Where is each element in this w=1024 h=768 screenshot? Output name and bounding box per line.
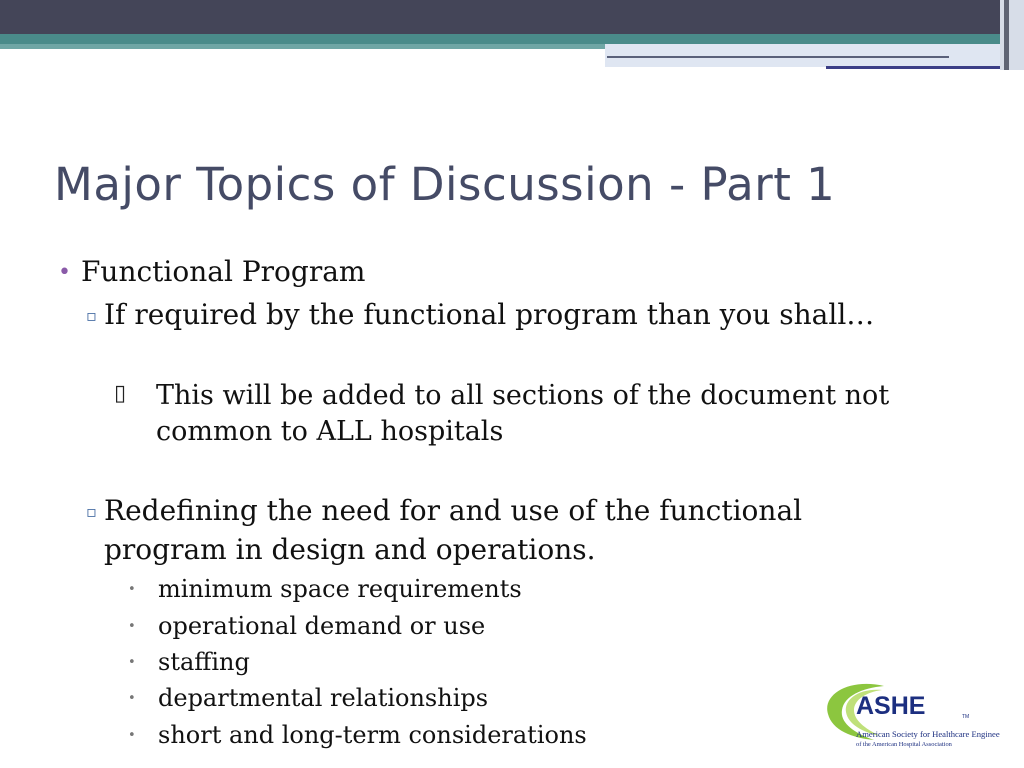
header-rule-upper bbox=[607, 56, 949, 58]
header-rule-lower bbox=[826, 66, 1004, 69]
item-marker: • bbox=[128, 582, 136, 597]
logo-subline: of the American Hospital Association bbox=[856, 741, 952, 748]
header-bar-teal-light bbox=[0, 44, 605, 49]
logo-wordmark: ASHE bbox=[856, 692, 926, 720]
bullet-marker: • bbox=[58, 260, 71, 285]
item-marker: • bbox=[128, 655, 136, 670]
item-marker: • bbox=[128, 691, 136, 706]
note-marker: ▯ bbox=[114, 381, 127, 406]
header-bar-teal bbox=[0, 34, 1000, 44]
sub-bullet-redefining-line-1: Redefining the need for and use of the functional bbox=[104, 494, 803, 527]
note-line-1: This will be added to all sections of the document not bbox=[156, 380, 890, 411]
list-item: short and long-term considerations bbox=[158, 721, 587, 749]
sub-bullet-marker: ▫ bbox=[86, 502, 97, 521]
slide-title: Major Topics of Discussion - Part 1 bbox=[54, 158, 836, 211]
logo-tagline: American Society for Healthcare Engineering bbox=[856, 729, 1000, 739]
ashe-logo bbox=[822, 680, 1000, 752]
sub-bullet-redefining-line-2: program in design and operations. bbox=[104, 533, 596, 566]
ashe-logo-graphic bbox=[822, 680, 1000, 752]
note-line-2: common to ALL hospitals bbox=[156, 416, 504, 447]
list-item: operational demand or use bbox=[158, 612, 486, 640]
header-right-bar bbox=[1004, 0, 1009, 70]
sub-bullet-if-required: If required by the functional program than you shall… bbox=[104, 298, 875, 331]
sub-bullet-marker: ▫ bbox=[86, 306, 97, 325]
header-bar-dark bbox=[0, 0, 1024, 34]
list-item: departmental relationships bbox=[158, 684, 489, 712]
item-marker: • bbox=[128, 728, 136, 743]
bullet-functional-program: Functional Program bbox=[81, 255, 366, 288]
item-marker: • bbox=[128, 619, 136, 634]
list-item: minimum space requirements bbox=[158, 575, 522, 603]
list-item: staffing bbox=[158, 648, 250, 676]
logo-trademark: TM bbox=[962, 714, 970, 720]
